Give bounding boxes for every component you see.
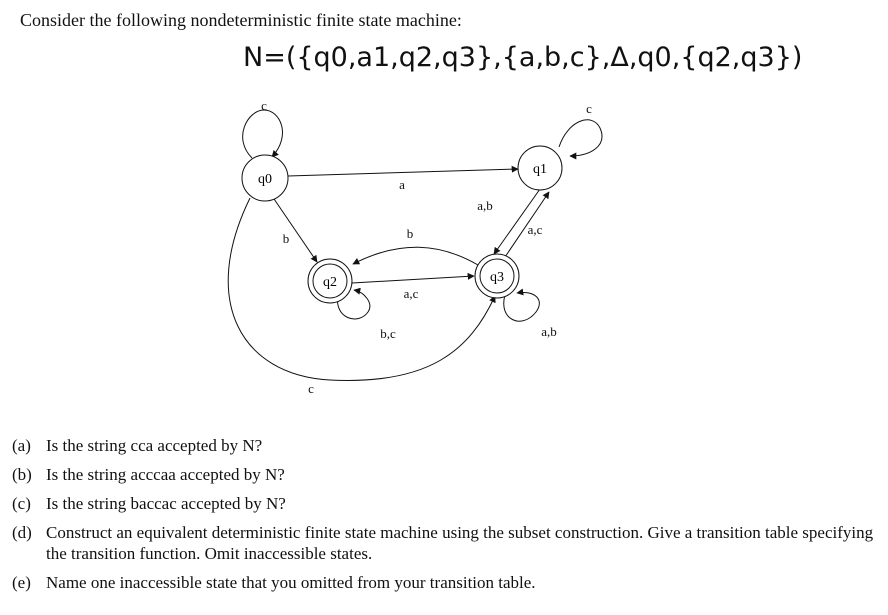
question-text: Construct an equivalent deterministic finite state machine using the subset construction. Give a transition table specifying the transition function. Omit inaccessible states. [46, 523, 874, 563]
machine-definition: N=({q0,a1,q2,q3},{a,b,c},Δ,q0,{q2,q3}) [243, 42, 803, 73]
edge-q3-loop [504, 292, 540, 321]
edge-q3-q2 [353, 247, 478, 265]
label-q2-loop: b,c [380, 326, 396, 341]
label-q0-loop: c [261, 98, 267, 113]
question-label: (e) [12, 573, 31, 592]
problem-intro: Consider the following nondeterministic finite state machine: [20, 10, 462, 30]
question-label: (b) [12, 465, 32, 484]
label-q3-q1: a,c [527, 222, 543, 237]
question-d [12, 522, 878, 564]
question-label: (c) [12, 494, 31, 513]
label-q3-q2: b [406, 226, 414, 241]
question-a [12, 435, 878, 456]
svg-text:q2: q2 [323, 275, 337, 290]
label-q1-q3: a,b [477, 198, 493, 213]
edge-q0-q2 [272, 196, 317, 262]
question-label: (d) [12, 523, 32, 542]
svg-text:q3: q3 [490, 270, 504, 285]
question-text: Is the string cca accepted by N? [46, 436, 263, 455]
svg-text:q0: q0 [258, 172, 272, 187]
label-q0-q2: b [282, 231, 290, 246]
edge-q0-loop [243, 110, 283, 158]
question-e [12, 572, 878, 593]
state-q1 [518, 146, 562, 190]
question-list [12, 435, 878, 601]
edge-q0-q1 [288, 169, 518, 176]
edge-q0-q3 [228, 198, 495, 380]
state-q2 [308, 259, 352, 303]
label-q0-q3: c [308, 381, 314, 396]
label-q0-q1: a [399, 177, 405, 192]
question-c [12, 493, 878, 514]
edge-q1-loop [559, 120, 602, 156]
state-q0 [242, 155, 288, 201]
question-text: Is the string baccac accepted by N? [46, 494, 286, 513]
question-b [12, 464, 878, 485]
label-q3-loop: a,b [541, 324, 557, 339]
label-q2-q3: a,c [403, 286, 419, 301]
question-text: Is the string acccaa accepted by N? [46, 465, 285, 484]
question-text: Name one inaccessible state that you omitted from your transition table. [46, 573, 536, 592]
state-q3 [475, 254, 519, 298]
svg-text:q1: q1 [533, 162, 547, 177]
edge-q2-q3 [352, 276, 474, 283]
question-label: (a) [12, 436, 31, 455]
label-q1-loop: c [586, 101, 592, 116]
